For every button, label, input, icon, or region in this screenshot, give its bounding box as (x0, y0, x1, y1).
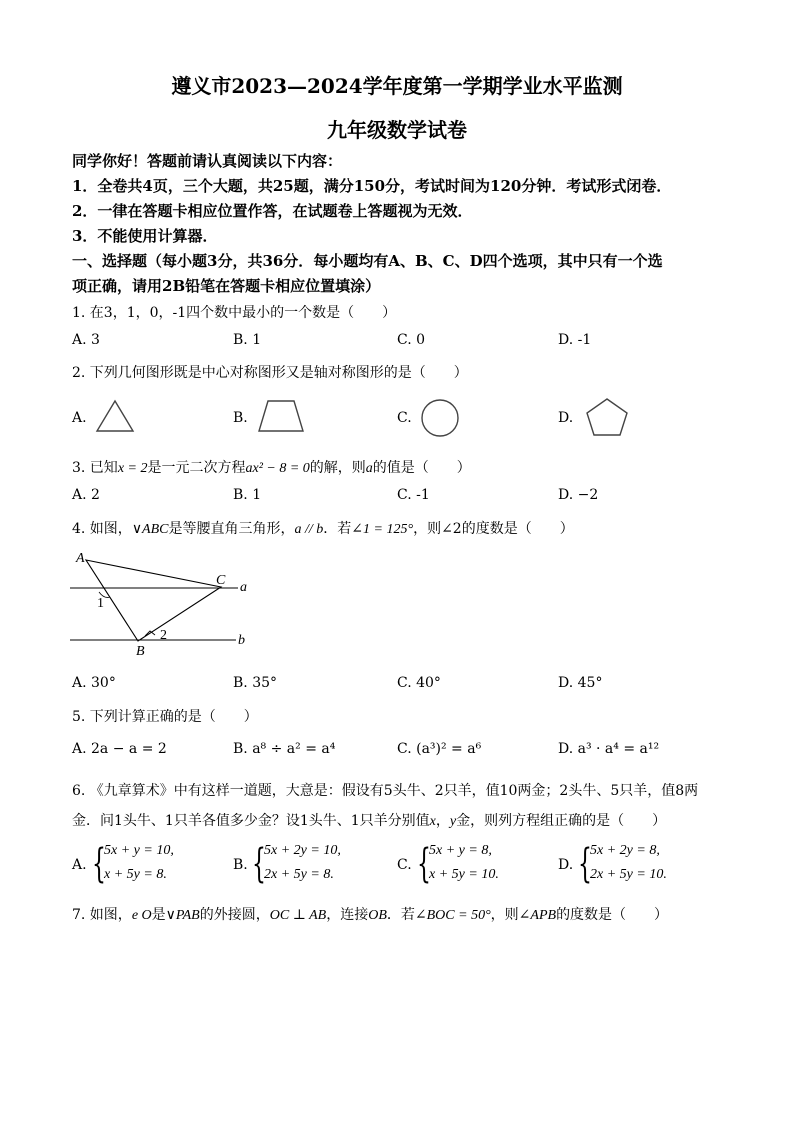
question-1-stem: 1. 在3，1，0，-1四个数中最小的一个数是（ ） (72, 305, 397, 321)
question-6-stem-line-2 (72, 810, 666, 830)
q1-option-a: A. 3 (72, 332, 100, 348)
instructions-item-2: 2．一律在答题卡相应位置作答，在试题卷上答题视为无效． (72, 202, 473, 220)
q3-option-c: C. -1 (397, 487, 430, 503)
q1-option-c: C. 0 (397, 332, 426, 348)
label-b: b (238, 633, 245, 648)
q7-text-d: ，连接 (326, 907, 369, 923)
q1-option-d: D. -1 (558, 332, 592, 348)
q6-text-b: ， (435, 813, 450, 829)
label-angle-2: 2 (160, 628, 167, 643)
q3-option-a: A. 2 (72, 487, 100, 503)
q3-text-a: 3. 已知 (72, 460, 118, 476)
q6-option-c-label: C. (397, 857, 412, 873)
q6-option-a-eq2: x + 5y = 8. (104, 867, 167, 882)
question-7-stem (72, 904, 668, 924)
q6-option-b-eq1: 5x + 2y = 10, (264, 843, 341, 858)
q6-var-y: y (449, 814, 457, 829)
section-heading-line-2: 项正确，请用2B铅笔在答题卡相应位置填涂） (72, 277, 381, 295)
q5-option-a: A. 2a − a = 2 (72, 741, 167, 757)
label-a: a (240, 580, 247, 595)
label-A: A (76, 551, 85, 566)
q7-circle: e O (131, 908, 152, 923)
trapezoid-shape (256, 398, 306, 434)
q2-option-b: B. (233, 410, 248, 426)
instructions-greeting: 同学你好！答题前请认真阅读以下内容： (72, 152, 343, 170)
q4-option-a: A. 30° (72, 675, 116, 691)
q6-option-b-eq2: 2x + 5y = 8. (264, 867, 334, 882)
q6-option-a-brace: { (92, 841, 106, 887)
q6-option-d-brace: { (578, 841, 592, 887)
question-2-stem: 2. 下列几何图形既是中心对称图形又是轴对称图形的是（ ） (72, 365, 468, 381)
q6-var-x: x (429, 814, 436, 829)
q1-option-b: B. 1 (233, 332, 262, 348)
q7-text-a: 7. 如图， (72, 907, 132, 923)
q7-text-c: 的外接圆， (199, 907, 270, 923)
q4-option-c: C. 40° (397, 675, 441, 691)
q6-option-c-brace: { (417, 841, 431, 887)
q7-angle-apb: ∠APB (518, 908, 557, 923)
q7-perp: OC ⊥ AB (269, 908, 327, 923)
instructions-item-1: 1．全卷共4页，三个大题，共25题，满分150分，考试时间为120分钟．考试形式闭卷． (72, 177, 672, 195)
question-4-stem (72, 518, 574, 538)
q6-option-d-eq2: 2x + 5y = 10. (590, 867, 667, 882)
q4-triangle: ∨ABC (131, 522, 169, 537)
triangle-shape (94, 398, 136, 434)
question-5-stem: 5. 下列计算正确的是（ ） (72, 709, 258, 725)
q3-option-b: B. 1 (233, 487, 262, 503)
q6-option-b-label: B. (233, 857, 248, 873)
circle-shape (419, 398, 461, 440)
q2-option-c: C. (397, 410, 412, 426)
label-angle-1: 1 (97, 596, 104, 611)
q6-text-a: 金．问1头牛、1只羊各值多少金？设1头牛、1只羊分别值 (72, 813, 430, 829)
q6-option-a-eq1: 5x + y = 10, (104, 843, 174, 858)
q4-option-d: D. 45° (558, 675, 603, 691)
q2-option-d: D. (558, 410, 574, 426)
q7-text-g: 的度数是（ ） (556, 907, 669, 923)
q6-option-d-label: D. (558, 857, 574, 873)
q6-option-b-brace: { (252, 841, 266, 887)
pentagon-shape (583, 396, 631, 438)
page-subtitle: 九年级数学试卷 (327, 118, 467, 142)
question-6-stem-line-1: 6. 《九章算术》中有这样一道题，大意是：假设有5头牛、2只羊，值10两金；2头牛、5只羊，值8两 (72, 783, 699, 799)
q3-option-d: D. −2 (558, 487, 599, 503)
q7-angle-boc: ∠BOC = 50° (414, 908, 491, 923)
q6-option-c-eq2: x + 5y = 10. (429, 867, 499, 882)
q4-text-b: 是等腰直角三角形， (168, 521, 295, 537)
triangle-abc (86, 560, 221, 641)
q7-text-e: ．若 (386, 907, 415, 923)
q6-option-d-eq1: 5x + 2y = 8, (590, 843, 660, 858)
section-heading-line-1: 一、选择题（每小题3分，共36分．每小题均有A、B、C、D四个选项，其中只有一个选 (72, 252, 663, 270)
q2-option-a: A. (72, 410, 87, 426)
q3-var-a: a (365, 461, 373, 476)
q4-text-c: ．若 (323, 521, 352, 537)
q7-ob: OB (368, 908, 387, 923)
q3-equation: ax² − 8 = 0 (245, 461, 310, 476)
q3-text-d: 的值是（ ） (372, 460, 471, 476)
q7-triangle: ∨PAB (165, 908, 200, 923)
q4-parallel: a // b (294, 522, 324, 537)
q5-option-d: D. a³ · a⁴ = a¹² (558, 741, 660, 757)
instructions-item-3: 3．不能使用计算器． (72, 227, 218, 245)
q6-text-c: 金，则列方程组正确的是（ ） (456, 813, 667, 829)
q7-text-f: ，则 (490, 907, 519, 923)
q4-text-d: ，则∠2的度数是（ ） (413, 521, 574, 537)
q3-var-x: x = 2 (117, 461, 148, 476)
question-3-stem (72, 457, 471, 477)
q4-figure (66, 545, 266, 660)
q4-angle-1: ∠1 = 125° (351, 522, 414, 537)
q4-text-a: 4. 如图， (72, 521, 132, 537)
q3-text-b: 是一元二次方程 (147, 460, 246, 476)
q5-option-c: C. (a³)² = a⁶ (397, 741, 482, 757)
q3-text-c: 的解，则 (309, 460, 366, 476)
label-C: C (216, 573, 226, 588)
q5-option-b: B. a⁸ ÷ a² = a⁴ (233, 741, 336, 757)
page-title: 遵义市2023—2024学年度第一学期学业水平监测 (171, 74, 623, 98)
q6-option-a-label: A. (72, 857, 87, 873)
label-B: B (136, 644, 145, 659)
q6-option-c-eq1: 5x + y = 8, (429, 843, 492, 858)
q4-option-b: B. 35° (233, 675, 278, 691)
q7-text-b: 是 (151, 907, 166, 923)
